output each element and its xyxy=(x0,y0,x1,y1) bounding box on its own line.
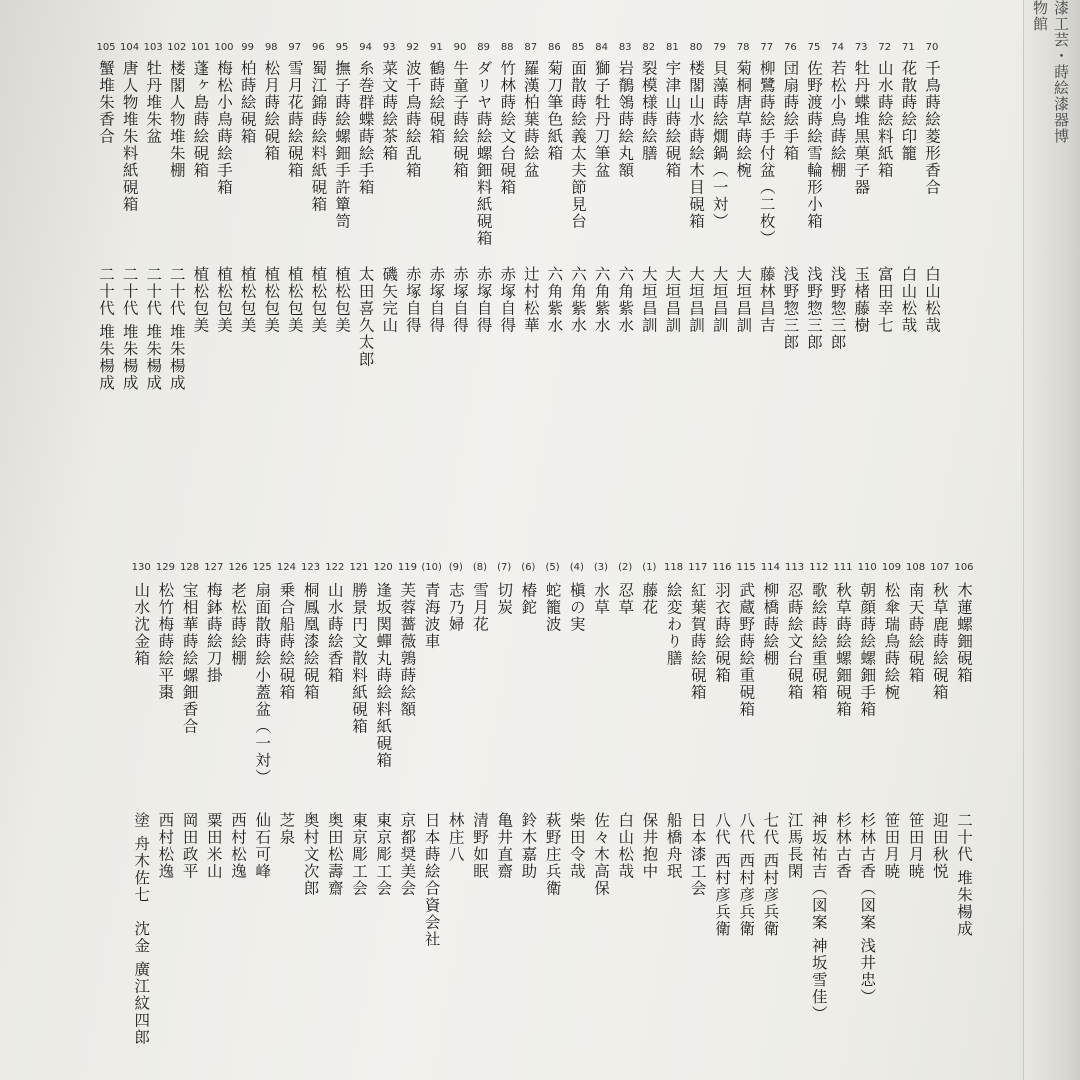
catalog-entry xyxy=(831,562,855,1077)
entry-artist: 仙石可峰 xyxy=(253,812,272,880)
entry-number: 113 xyxy=(785,562,805,573)
entry-number: 116 xyxy=(712,562,732,573)
entry-number: 119 xyxy=(397,562,417,573)
entry-number: 70 xyxy=(925,42,939,53)
entry-title: 梅松小鳥蒔絵手箱 xyxy=(215,60,233,196)
entry-title: 柳鷺蒔絵手付盆（二枚） xyxy=(757,60,776,247)
catalog-entry xyxy=(212,42,236,422)
catalog-entry xyxy=(347,562,371,1077)
entry-artist: 藤林昌吉 xyxy=(757,266,776,334)
bottom-list xyxy=(62,562,982,1077)
entry-title: 山水蒔絵料紙箱 xyxy=(875,60,894,179)
entry-title: 山水蒔絵香箱 xyxy=(325,582,344,684)
entry-title: 獅子牡丹刀筆盆 xyxy=(592,60,611,179)
catalog-entry xyxy=(849,42,873,422)
entry-title: 宝相華蒔絵螺鈿香合 xyxy=(180,582,199,735)
entry-number: (4) xyxy=(569,562,584,573)
entry-number: 128 xyxy=(180,562,200,573)
catalog-entry xyxy=(708,42,732,422)
entry-artist: 迎田秋悦 xyxy=(930,812,949,880)
entry-artist: 植松包美 xyxy=(333,266,351,334)
entry-title: 秋草鹿蒔絵硯箱 xyxy=(930,582,949,701)
entry-title: 志乃婦 xyxy=(446,582,465,633)
entry-title: 宇津山蒔絵硯箱 xyxy=(663,60,682,179)
catalog-entry xyxy=(226,562,250,1077)
catalog-entry xyxy=(165,42,189,422)
entry-artist: 萩野庄兵衛 xyxy=(543,812,562,897)
entry-number: (6) xyxy=(521,562,536,573)
entry-title: 藤花 xyxy=(640,582,659,616)
entry-artist: 白山松哉 xyxy=(616,812,635,880)
catalog-entry xyxy=(323,562,347,1077)
entry-number: 73 xyxy=(854,42,868,53)
entry-title: 朝顔蒔絵螺鈿手箱 xyxy=(858,582,877,718)
catalog-entry xyxy=(519,42,543,422)
catalog-entry xyxy=(448,42,472,422)
catalog-entry xyxy=(710,562,734,1077)
entry-title: 紅葉賀蒔絵硯箱 xyxy=(688,582,707,701)
entry-number: (7) xyxy=(497,562,512,573)
entry-artist: 大垣昌訓 xyxy=(639,266,658,334)
entry-number: 129 xyxy=(155,562,175,573)
catalog-entry xyxy=(896,42,920,422)
catalog-entry xyxy=(662,562,686,1077)
entry-artist: 植松包美 xyxy=(215,266,233,334)
entry-title: 柏蒔絵硯箱 xyxy=(238,60,257,145)
entry-title: 柳橋蒔絵棚 xyxy=(761,582,780,667)
entry-artist: 笹田月暁 xyxy=(906,812,925,880)
entry-title: 槇の実 xyxy=(567,582,586,633)
entry-number: 76 xyxy=(784,42,797,53)
catalog-entry xyxy=(873,42,897,422)
entry-title: 楼閣山水蒔絵木目硯箱 xyxy=(687,60,705,230)
entry-title: 絵変わり膳 xyxy=(664,582,683,667)
entry-title: 松傘瑞鳥蒔絵椀 xyxy=(882,582,901,701)
entry-title: 勝景円文散料紙硯箱 xyxy=(350,582,368,735)
entry-number: 122 xyxy=(325,562,345,573)
entry-artist: 日本漆工会 xyxy=(688,812,707,897)
entry-artist: 玉楮藤樹 xyxy=(852,266,871,334)
entry-number: 87 xyxy=(524,42,538,53)
catalog-entry xyxy=(778,42,802,422)
entry-title: 山水沈金箱 xyxy=(132,582,151,667)
entry-title: ダリヤ蒔絵螺鈿料紙硯箱 xyxy=(474,60,493,247)
entry-title: 青海波車 xyxy=(422,582,441,650)
entry-artist: 赤塚自得 xyxy=(474,266,493,334)
catalog-entry xyxy=(492,562,516,1077)
entry-number: 91 xyxy=(430,42,443,53)
entry-title: 逢坂関蟬丸蒔絵料紙硯箱 xyxy=(374,582,393,769)
entry-number: 103 xyxy=(143,42,163,53)
entry-number: 110 xyxy=(857,562,877,573)
entry-title: 木蓮螺鈿硯箱 xyxy=(955,582,973,684)
catalog-entry xyxy=(330,42,354,422)
catalog-entry xyxy=(306,42,330,422)
entry-number: 130 xyxy=(131,562,151,573)
entry-title: 芙蓉薔薇鶉蒔絵額 xyxy=(398,582,417,718)
entry-artist: 赤塚自得 xyxy=(498,266,517,334)
entry-artist: 植松包美 xyxy=(285,266,304,334)
catalog-entry xyxy=(202,562,226,1077)
entry-number: 80 xyxy=(689,42,703,53)
entry-number: 102 xyxy=(167,42,187,53)
entry-title: 歌絵蒔絵重硯箱 xyxy=(809,582,828,701)
entry-artist: 林庄八 xyxy=(446,812,465,863)
entry-number: 79 xyxy=(713,42,726,53)
catalog-entry xyxy=(590,42,614,422)
catalog-entry xyxy=(236,42,260,422)
entry-title: 秋草蒔絵螺鈿硯箱 xyxy=(834,582,852,718)
catalog-entry xyxy=(516,562,540,1077)
catalog-entry xyxy=(401,42,425,422)
top-list xyxy=(70,42,950,422)
entry-title: 桐鳳凰漆絵硯箱 xyxy=(301,582,320,701)
entry-number: 99 xyxy=(241,42,254,53)
catalog-entry xyxy=(153,562,177,1077)
entry-title: 椿鉈 xyxy=(519,582,538,616)
catalog-entry xyxy=(468,562,492,1077)
entry-artist: 浅野惣三郎 xyxy=(805,266,823,351)
entry-title: 糸巻群蝶蒔絵手箱 xyxy=(356,60,375,196)
catalog-entry xyxy=(660,42,684,422)
catalog-entry xyxy=(377,42,401,422)
entry-number: 127 xyxy=(204,562,224,573)
entry-title: 牡丹堆朱盆 xyxy=(144,60,163,145)
catalog-entry xyxy=(141,42,165,422)
entry-number: 85 xyxy=(571,42,585,53)
entry-artist: 太田喜久太郎 xyxy=(356,266,375,368)
entry-title: 撫子蒔絵螺鈿手許簞笥 xyxy=(333,60,351,230)
catalog-entry xyxy=(879,562,903,1077)
entry-artist: 亀井直齋 xyxy=(495,812,514,880)
entry-number: 120 xyxy=(373,562,393,573)
catalog-entry xyxy=(783,562,807,1077)
entry-title: 鶴蒔絵硯箱 xyxy=(427,60,446,145)
entry-artist: 六角紫水 xyxy=(616,266,635,334)
entry-artist: 富田幸七 xyxy=(875,266,894,334)
catalog-entry xyxy=(250,562,274,1077)
entry-number: (10) xyxy=(421,562,442,573)
catalog-entry xyxy=(371,562,395,1077)
catalog-entry xyxy=(118,42,142,422)
entry-number: 96 xyxy=(312,42,325,53)
catalog-entry xyxy=(395,562,419,1077)
entry-artist: 東京彫工会 xyxy=(374,812,393,897)
entry-number: 126 xyxy=(228,562,248,573)
entry-artist: 八代 西村彦兵衛 xyxy=(713,812,731,938)
entry-number: (5) xyxy=(545,562,560,573)
catalog-entry xyxy=(566,42,590,422)
catalog-entry xyxy=(686,562,710,1077)
entry-title: 扇面散蒔絵小蓋盆（一対） xyxy=(253,582,272,786)
entry-title: 千鳥蒔絵菱形香合 xyxy=(923,60,941,196)
entry-title: 南天蒔絵硯箱 xyxy=(906,582,925,684)
entry-number: 121 xyxy=(349,562,369,573)
entry-title: 羅漢柏葉蒔絵盆 xyxy=(521,60,540,179)
entry-title: 菊桐唐草蒔絵椀 xyxy=(734,60,753,179)
entry-title: 面散蒔絵義太夫節見台 xyxy=(569,60,587,230)
entry-title: 波千鳥蒔絵乱箱 xyxy=(403,60,422,179)
catalog-entry xyxy=(734,562,758,1077)
entry-number: 97 xyxy=(288,42,302,53)
entry-artist: 杉林古香 xyxy=(834,812,852,880)
entry-title: 楼閣人物堆朱棚 xyxy=(167,60,186,179)
catalog-entry xyxy=(94,42,118,422)
catalog-entry xyxy=(684,42,708,422)
entry-artist: 神坂祐吉（図案 神坂雪佳） xyxy=(809,812,828,1023)
catalog-entry xyxy=(565,562,589,1077)
entry-title: 忍蒔絵文台硯箱 xyxy=(785,582,804,701)
entry-number: 100 xyxy=(214,42,234,53)
entry-number: 75 xyxy=(807,42,821,53)
catalog-entry xyxy=(354,42,378,422)
entry-title: 蛇籠波 xyxy=(543,582,562,633)
entry-title: 松月蒔絵硯箱 xyxy=(262,60,281,162)
entry-number: 123 xyxy=(301,562,321,573)
entry-number: 101 xyxy=(190,42,210,53)
entry-artist: 清野如眠 xyxy=(471,812,489,880)
entry-title: 梅鉢蒔絵刀掛 xyxy=(204,582,223,684)
entry-artist: 赤塚自得 xyxy=(427,266,446,334)
catalog-entry xyxy=(920,42,944,422)
entry-title: 唐人物堆朱料紙硯箱 xyxy=(120,60,139,213)
catalog-entry xyxy=(637,562,661,1077)
catalog-entry xyxy=(541,562,565,1077)
entry-title: 牛童子蒔絵硯箱 xyxy=(451,60,469,179)
entry-title: 牡丹蝶堆黒菓子器 xyxy=(852,60,871,196)
entry-title: 佐野渡蒔絵雪輪形小箱 xyxy=(805,60,823,230)
entry-artist: 塗 舟木佐七 沈金 廣江紋四郎 xyxy=(132,812,151,1046)
entry-number: 89 xyxy=(477,42,490,53)
entry-number: 72 xyxy=(878,42,892,53)
entry-artist: 杉林古香（図案 浅井忠） xyxy=(858,812,877,1006)
entry-number: (3) xyxy=(593,562,609,573)
entry-title: 蓬ヶ島蒔絵硯箱 xyxy=(191,60,210,179)
catalog-entry xyxy=(178,562,202,1077)
catalog-entry xyxy=(855,562,879,1077)
entry-artist: 大垣昌訓 xyxy=(663,266,682,334)
entry-artist: 白山松哉 xyxy=(899,266,918,334)
entry-artist: 岡田政平 xyxy=(180,812,199,880)
entry-title: 竹林蒔絵文台硯箱 xyxy=(498,60,517,196)
entry-title: 忍草 xyxy=(616,582,635,616)
entry-title: 団扇蒔絵手箱 xyxy=(781,60,800,162)
entry-number: 114 xyxy=(760,562,780,573)
entry-number: (9) xyxy=(448,562,463,573)
entry-title: 若松小鳥蒔絵棚 xyxy=(828,60,847,179)
entry-number: 117 xyxy=(688,562,708,573)
catalog-entry xyxy=(637,42,661,422)
entry-artist: 奥田松壽齋 xyxy=(325,812,344,897)
entry-number: 86 xyxy=(548,42,561,53)
entry-number: 84 xyxy=(595,42,608,53)
entry-artist: 大垣昌訓 xyxy=(687,266,705,334)
catalog-entry xyxy=(424,42,448,422)
catalog-entry xyxy=(952,562,976,1077)
entry-number: 82 xyxy=(642,42,656,53)
entry-title: 蜀江錦蒔絵料紙硯箱 xyxy=(309,60,328,213)
entry-number: 77 xyxy=(760,42,774,53)
catalog-entry xyxy=(826,42,850,422)
entry-title: 雪月花蒔絵硯箱 xyxy=(285,60,304,179)
entry-number: 112 xyxy=(809,562,829,573)
running-header: 漆工芸・蒔絵漆器博物館 xyxy=(1031,0,1070,144)
entry-number: 90 xyxy=(453,42,467,53)
entry-title: 水草 xyxy=(592,582,610,616)
entry-number: 78 xyxy=(736,42,750,53)
entry-number: 118 xyxy=(664,562,684,573)
entry-title: 菊刀筆色紙箱 xyxy=(545,60,564,162)
catalog-entry xyxy=(589,562,613,1077)
entry-number: 81 xyxy=(666,42,679,53)
entry-title: 羽衣蒔絵硯箱 xyxy=(713,582,731,684)
entry-artist: 植松包美 xyxy=(191,266,210,334)
entry-artist: 奥村文次郎 xyxy=(301,812,320,897)
entry-number: 92 xyxy=(406,42,420,53)
entry-artist: 浅野惣三郎 xyxy=(781,266,800,351)
entry-artist: 芝泉 xyxy=(277,812,296,846)
entry-artist: 六角紫水 xyxy=(592,266,611,334)
page-edge xyxy=(1023,0,1080,1080)
entry-title: 乗合船蒔絵硯箱 xyxy=(277,582,296,701)
entry-artist: 京都奨美会 xyxy=(398,812,417,897)
entry-artist: 船橋舟珉 xyxy=(664,812,683,880)
catalog-entry xyxy=(731,42,755,422)
entry-artist: 保井抱中 xyxy=(640,812,659,880)
catalog-entry xyxy=(807,562,831,1077)
entry-artist: 大垣昌訓 xyxy=(710,266,729,334)
entry-number: 106 xyxy=(954,562,974,573)
entry-artist: 二十代 堆朱楊成 xyxy=(167,266,186,392)
entry-artist: 赤塚自得 xyxy=(403,266,422,334)
entry-number: (1) xyxy=(642,562,657,573)
entry-number: 94 xyxy=(359,42,372,53)
entry-title: 切炭 xyxy=(495,582,514,616)
entry-number: 104 xyxy=(120,42,140,53)
entry-number: 95 xyxy=(335,42,349,53)
entry-title: 老松蒔絵棚 xyxy=(229,582,247,667)
catalog-entry xyxy=(299,562,323,1077)
entry-number: 124 xyxy=(276,562,296,573)
catalog-entry xyxy=(613,562,637,1077)
entry-number: 107 xyxy=(930,562,950,573)
entry-artist: 笹田月暁 xyxy=(882,812,901,880)
entry-number: 111 xyxy=(833,562,853,573)
entry-number: (2) xyxy=(618,562,633,573)
entry-artist: 二十代 堆朱楊成 xyxy=(97,266,115,392)
catalog-entry xyxy=(495,42,519,422)
entry-artist: 植松包美 xyxy=(262,266,281,334)
entry-artist: 植松包美 xyxy=(309,266,328,334)
entry-number: 115 xyxy=(736,562,756,573)
catalog-entry xyxy=(129,562,153,1077)
catalog-entry xyxy=(259,42,283,422)
entry-title: 武蔵野蒔絵重硯箱 xyxy=(737,582,756,718)
entry-title: 菜文蒔絵茶箱 xyxy=(380,60,399,162)
entry-number: (8) xyxy=(472,562,488,573)
entry-number: 88 xyxy=(500,42,514,53)
entry-artist: 佐々木高保 xyxy=(592,812,610,897)
entry-artist: 柴田令哉 xyxy=(567,812,586,880)
entry-artist: 二十代 堆朱楊成 xyxy=(144,266,163,392)
entry-artist: 六角紫水 xyxy=(545,266,564,334)
entry-artist: 赤塚自得 xyxy=(451,266,469,334)
entry-title: 岩鶺鴒蒔絵丸額 xyxy=(616,60,635,179)
entry-number: 105 xyxy=(96,42,116,53)
entry-number: 93 xyxy=(382,42,396,53)
entry-artist: 東京彫工会 xyxy=(350,812,368,897)
entry-artist: 辻村松華 xyxy=(521,266,540,334)
catalog-entry xyxy=(613,42,637,422)
entry-number: 98 xyxy=(264,42,278,53)
entry-title: 蟹堆朱香合 xyxy=(97,60,115,145)
catalog-entry xyxy=(755,42,779,422)
entry-title: 貝藻蒔絵燗鍋（一対） xyxy=(710,60,729,230)
catalog-entry xyxy=(542,42,566,422)
entry-artist: 七代 西村彦兵衛 xyxy=(761,812,780,938)
entry-number: 108 xyxy=(906,562,926,573)
entry-title: 松竹梅蒔絵平棗 xyxy=(156,582,175,701)
entry-artist: 植松包美 xyxy=(238,266,257,334)
entry-artist: 浅野惣三郎 xyxy=(828,266,847,351)
entry-artist: 八代 西村彦兵衛 xyxy=(737,812,756,938)
entry-artist: 大垣昌訓 xyxy=(734,266,753,334)
catalog-entry xyxy=(283,42,307,422)
entry-artist: 粟田米山 xyxy=(204,812,223,880)
entry-artist: 磯矢完山 xyxy=(380,266,399,334)
catalog-entry xyxy=(928,562,952,1077)
entry-title: 花散蒔絵印籠 xyxy=(899,60,918,162)
entry-artist: 二十代 堆朱楊成 xyxy=(955,812,973,938)
entry-artist: 鈴木嘉助 xyxy=(519,812,538,880)
catalog-entry xyxy=(758,562,782,1077)
entry-number: 125 xyxy=(252,562,272,573)
entry-artist: 西村松逸 xyxy=(156,812,175,880)
catalog-entry xyxy=(420,562,444,1077)
entry-number: 109 xyxy=(881,562,901,573)
catalog-entry xyxy=(274,562,298,1077)
entry-artist: 日本蒔絵合資会社 xyxy=(422,812,441,948)
entry-artist: 西村松逸 xyxy=(229,812,247,880)
entry-artist: 江馬長閑 xyxy=(785,812,804,880)
catalog-entry xyxy=(472,42,496,422)
catalog-entry xyxy=(444,562,468,1077)
entry-number: 74 xyxy=(831,42,844,53)
entry-artist: 六角紫水 xyxy=(569,266,587,334)
catalog-entry xyxy=(904,562,928,1077)
catalog-entry xyxy=(802,42,826,422)
entry-number: 71 xyxy=(902,42,915,53)
catalog-entry xyxy=(188,42,212,422)
entry-number: 83 xyxy=(618,42,632,53)
entry-artist: 白山松哉 xyxy=(923,266,941,334)
entry-title: 裂模様蒔絵膳 xyxy=(639,60,658,162)
entry-artist: 二十代 堆朱楊成 xyxy=(120,266,139,392)
entry-title: 雪月花 xyxy=(471,582,489,633)
